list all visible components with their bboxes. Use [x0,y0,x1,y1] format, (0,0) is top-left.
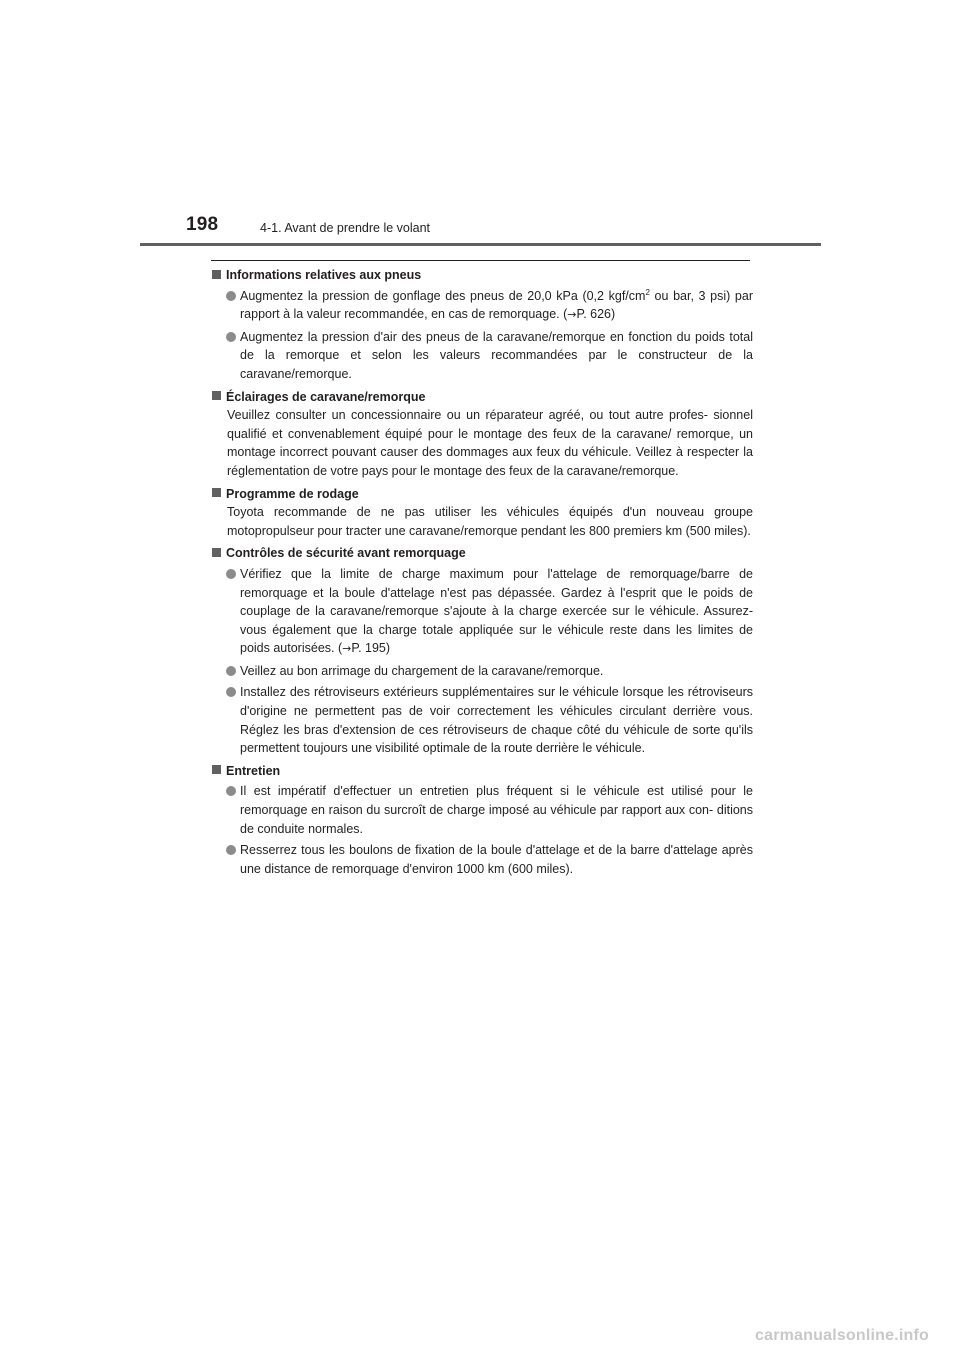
list-item-text [240,565,753,659]
list-item-text: Veillez au bon arrimage du chargement de la caravane/remorque. [240,663,604,678]
round-bullet-icon [226,666,236,676]
list-item [226,287,753,325]
superscript: 2 [645,287,650,297]
section-heading-text: Programme de rodage [226,486,359,501]
list-item [226,565,753,659]
page-reference-link[interactable]: P. 626) [576,307,616,322]
section-lighting [211,388,753,481]
section-heading-text: Entretien [226,763,281,778]
section-safety-checks [211,544,753,758]
round-bullet-icon [226,786,236,796]
section-break-in [211,485,753,541]
square-bullet-icon [212,391,221,400]
arrow-right-icon: → [342,642,352,656]
text-run: Vérifiez que la limite de charge maximum pour l'attelage de remorquage/barre de remorquage et la boule d'attelage n'est pas dépassée. Gardez à l'esprit que le poids de couplage de la caravane/remorque s'ajoute à la charge exercée sur le véhicule. Assurez-vous également que la charge totale appliquée sur le véhicule reste dans les limites de poids autorisées. ( [240,566,753,656]
chapter-title: 4-1. Avant de prendre le volant [260,221,431,235]
square-bullet-icon [212,548,221,557]
section-rule [211,260,750,261]
section-heading [211,544,753,563]
section-paragraph: Veuillez consulter un concessionnaire ou un réparateur agréé, ou tout autre profes- sionnel qualifié et convenablement équipé pour le montage des feux de la caravane/ remorque, un montage incorrect pouvant causer des dommages aux feux du véhicule. Veillez à respecter la réglementation de votre pays pour le montage des feux de la caravane/remorque. [227,408,753,478]
list-item [226,328,753,384]
page-reference-link[interactable]: P. 195) [351,641,391,656]
list-item-text: Installez des rétroviseurs extérieurs supplémentaires sur le véhicule lorsque les rétroviseurs d'origine ne permettent pas de voir correctement les véhicules circulant derrière vous. Réglez les bras d'extension de ces rétroviseurs de chaque côté du véhicule de sorte qu'ils permettent toujours une visibilité optimale de la route derrière le véhicule. [240,685,753,756]
list-item [226,683,753,757]
round-bullet-icon [226,332,236,342]
text-run: ou bar, 3 psi) par rapport à la valeur recommandée, en cas de remorquage. ( [240,288,753,322]
round-bullet-icon [226,291,236,301]
header-rule [140,243,821,246]
square-bullet-icon [212,488,221,497]
list-item-text: Il est impératif d'effectuer un entretien plus fréquent si le véhicule est utilisé pour le remorquage en raison du surcroît de charge imposé au véhicule par rapport aux con- ditions de conduite normales. [240,784,753,836]
section-heading [211,266,753,285]
page-number: 198 [186,214,219,235]
page-content [211,266,753,882]
list-item [226,841,753,878]
section-heading [211,762,753,781]
section-maintenance [211,762,753,879]
square-bullet-icon [212,270,221,279]
list-item-text [240,287,753,325]
watermark-logo[interactable]: carmanualsonline.info [755,1327,930,1344]
round-bullet-icon [226,845,236,855]
section-heading [211,485,753,504]
round-bullet-icon [226,687,236,697]
section-heading [211,388,753,407]
list-item-text: Resserrez tous les boulons de fixation de la boule d'attelage et de la barre d'attelage après une distance de remorquage d'environ 1000 km (600 miles). [240,843,753,876]
section-heading-text: Éclairages de caravane/remorque [226,389,426,404]
round-bullet-icon [226,569,236,579]
section-tires [211,266,753,384]
section-paragraph: Toyota recommande de ne pas utiliser les véhicules équipés d'un nouveau groupe motopropulseur pour tracter une caravane/remorque pendant les 800 premiers km (500 miles). [227,505,753,538]
square-bullet-icon [212,765,221,774]
list-item [226,662,753,681]
list-item [226,782,753,838]
text-run: Augmentez la pression de gonflage des pneus de 20,0 kPa (0,2 kgf/cm [240,288,646,303]
section-heading-text: Informations relatives aux pneus [226,268,422,282]
arrow-right-icon: → [567,308,577,322]
list-item-text: Augmentez la pression d'air des pneus de la caravane/remorque en fonction du poids total de la remorque et selon les valeurs recommandées par le constructeur de la caravane/remorque. [240,329,753,381]
section-heading-text: Contrôles de sécurité avant remorquage [226,546,466,561]
